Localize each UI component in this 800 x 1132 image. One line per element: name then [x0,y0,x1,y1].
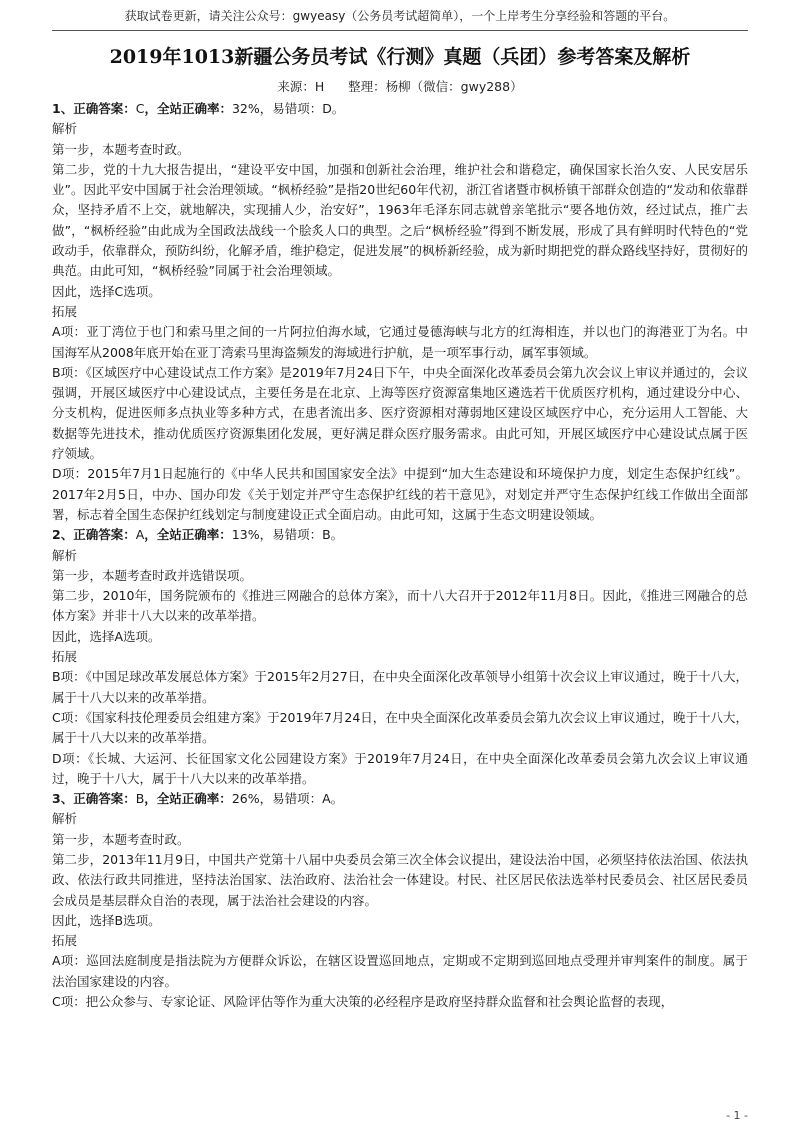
editor-label: 整理： [348,79,386,94]
analysis-paragraph: 第一步，本题考查时政。 [52,141,190,157]
extension-paragraph: D项：2015年7月1日起施行的《中华人民共和国国家安全法》中提到“加大生态建设和环境保护力度，划定生态保护红线”。2017年2月5日，中办、国办印发《关于划定并严守生态保护红线的若干意见》，对划定并严守生态保护红线工作做出全面部署，标志着全国生态保护红线划定与制度建设正式全面启动。由此可知，这属于生态文明建设领域。 [52,466,748,522]
analysis-heading: 解析 [52,811,78,827]
document-body [52,99,748,1012]
extension-heading: 拓展 [52,933,78,949]
editor-value: 杨柳（微信：gwy288） [385,79,523,94]
analysis-heading: 解析 [52,547,78,563]
analysis-paragraph: 第二步，党的十九大报告提出，“建设平安中国，加强和创新社会治理，维护社会和谐稳定，确保国家长治久安、人民安居乐业”。因此平安中国属于社会治理领域。“枫桥经验”是指20世纪60年代初，浙江省诸暨市枫桥镇干部群众创造的“发动和依靠群众，坚持矛盾不上交，就地解决，实现捕人少，治安好”，1963年毛泽东同志就曾亲笔批示“要各地仿效，经过试点，推广去做”，“枫桥经验”由此成为全国政法战线一个脍炙人口的典型。之后“枫桥经验”得到不断发展，形成了具有鲜明时代特色的“党政动手，依靠群众，预防纠纷，化解矛盾，维护稳定，促进发展”的枫桥新经验，成为新时期把党的群众路线坚持好，贯彻好的典范。由此可知，“枫桥经验”同属于社会治理领域。 [52,161,748,279]
analysis-paragraph: 第二步，2013年11月9日，中国共产党第十八届中央委员会第三次全体会议提出，建设法治中国，必须坚持依法治国、依法执政、依法行政共同推进，坚持法治国家、法治政府、法治社会一体建设。村民、社区居民依法选举村民委员会、社区居民委员会成员是基层群众自治的表现，属于法治社会建设的内容。 [52,851,748,908]
analysis-paragraph: 第一步，本题考查时政并选错误项。 [52,567,253,583]
extension-paragraph: B项：《区域医疗中心建设试点工作方案》是2019年7月24日下午，中央全面深化改革委员会第九次会议上审议并通过的，会议强调，开展区域医疗中心建设试点，主要任务是在北京、上海等医疗资源富集地区遴选若干优质医疗机构，通过建设分中心、分支机构，促进医师多点执业等多种方式，在患者流出多、医疗资源相对薄弱地区建设区域医疗中心，充分运用人工智能、大数据等先进技术，推动优质医疗资源集团化发展，更好满足群众医疗服务需求。由此可知，开展区域医疗中心建设试点属于医疗领域。 [52,364,748,462]
extension-heading: 拓展 [52,303,78,319]
analysis-paragraph: 第一步，本题考查时政。 [52,831,190,847]
analysis-heading: 解析 [52,121,78,137]
extension-heading: 拓展 [52,649,78,665]
question-header: 1、正确答案：C，全站正确率：32%，易错项：D。 [52,101,345,116]
extension-paragraph: B项：《中国足球改革发展总体方案》于2015年2月27日，在中央全面深化改革领导小组第十次会议上审议通过，晚于十八大，属于十八大以来的改革举措。 [52,669,748,705]
analysis-paragraph: 因此，选择C选项。 [52,283,161,299]
analysis-paragraph: 第二步，2010年，国务院颁布的《推进三网融合的总体方案》，而十八大召开于2012年11月8日。因此，《推进三网融合的总体方案》并非十八大以来的改革举措。 [52,588,748,624]
source-label: 来源： [277,79,315,94]
page-number: - 1 - [726,1109,748,1122]
question-header: 2、正确答案：A，全站正确率：13%，易错项：B。 [52,527,344,543]
extension-paragraph: D项：《长城、大运河、长征国家文化公园建设方案》于2019年7月24日，在中央全面深化改革委员会第九次会议上审议通过，晚于十八大，属于十八大以来的改革举措。 [52,750,748,786]
analysis-paragraph: 因此，选择B选项。 [52,912,161,928]
header-divider [52,30,748,31]
question-header: 3、正确答案：B，全站正确率：26%，易错项：A。 [52,791,344,807]
extension-paragraph: C项：《国家科技伦理委员会组建方案》于2019年7月24日，在中央全面深化改革委员会第九次会议上审议通过，晚于十八大，属于十八大以来的改革举措。 [52,709,748,746]
header-banner: 获取试卷更新，请关注公众号：gwyeasy（公务员考试超简单），一个上岸考生分享经验和答题的平台。 [124,9,676,23]
document-title: 2019年1013新疆公务员考试《行测》真题（兵团）参考答案及解析 [109,46,691,68]
analysis-paragraph: 因此，选择A选项。 [52,628,161,644]
extension-paragraph: A项：亚丁湾位于也门和索马里之间的一片阿拉伯海水域，它通过曼德海峡与北方的红海相连，并以也门的海港亚丁为名。中国海军从2008年底开始在亚丁湾索马里海盗频发的海域进行护航，是一项军事行动，属军事领域。 [52,324,748,360]
byline [0,78,800,96]
question-block [52,789,748,1012]
source-value: H [314,79,325,94]
extension-paragraph: A项：巡回法庭制度是指法院为方便群众诉讼，在辖区设置巡回地点，定期或不定期到巡回地点受理并审判案件的制度。属于法治国家建设的内容。 [52,953,748,989]
question-block [52,99,748,525]
extension-paragraph: C项：把公众参与、专家论证、风险评估等作为重大决策的必经程序是政府坚持群众监督和社会舆论监督的表现， [52,994,674,1010]
question-block [52,525,748,789]
